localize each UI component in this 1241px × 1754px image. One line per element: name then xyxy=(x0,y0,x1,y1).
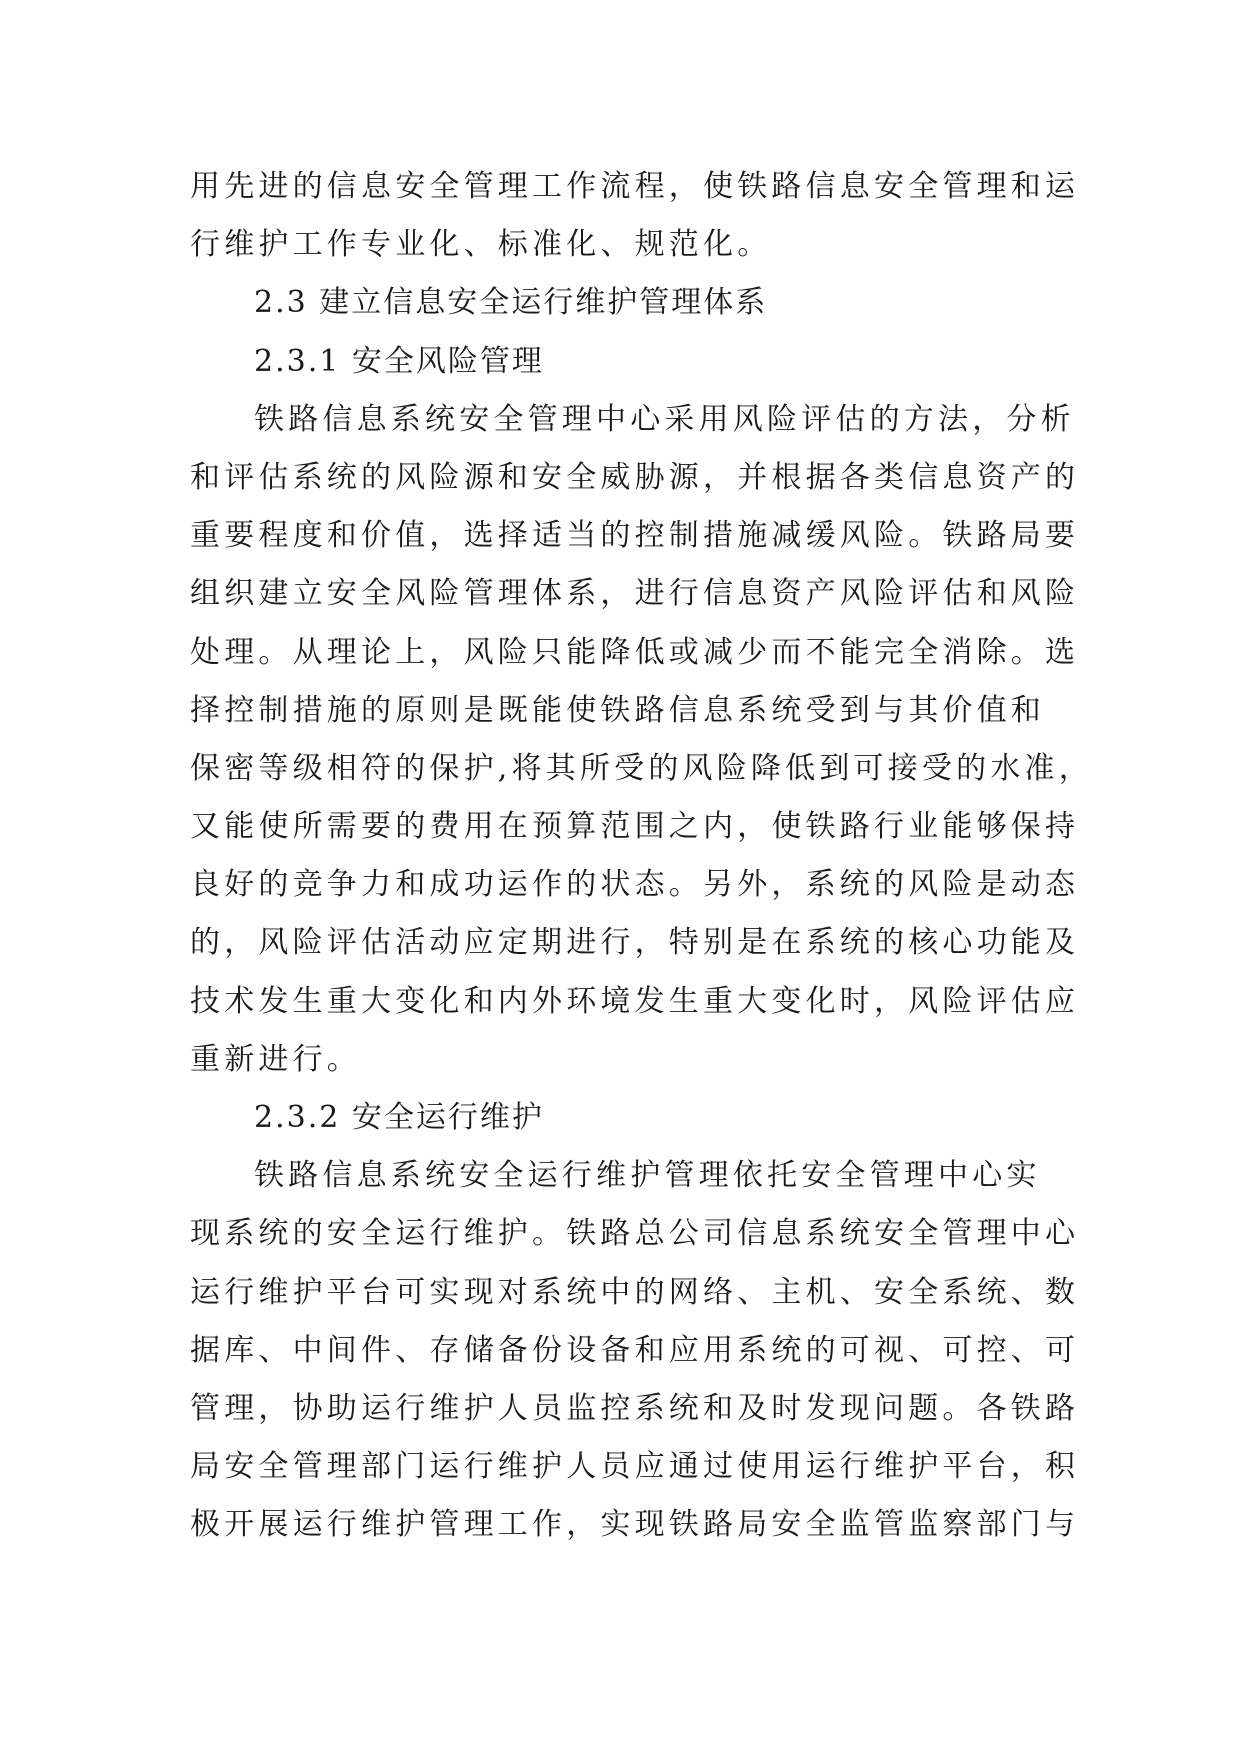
text-line: 重要程度和价值，选择适当的控制措施减缓风险。铁路局要 xyxy=(190,518,1080,554)
text-line: 处理。从理论上，风险只能降低或减少而不能完全消除。选 xyxy=(190,634,1080,670)
text-line: 又能使所需要的费用在预算范围之内，使铁路行业能够保持 xyxy=(190,809,1080,845)
text-line: 重新进行。 xyxy=(190,1041,361,1077)
section-heading: 2.3 建立信息安全运行维护管理体系 xyxy=(254,285,768,321)
subsection-heading: 2.3.1 安全风险管理 xyxy=(254,343,544,379)
text-line: 的，风险评估活动应定期进行，特别是在系统的核心功能及 xyxy=(190,925,1080,961)
text-line: 据库、中间件、存储备份设备和应用系统的可视、可控、可 xyxy=(190,1332,1080,1368)
text-line: 择控制措施的原则是既能使铁路信息系统受到与其价值和 xyxy=(190,692,1045,728)
paragraph-first-line: 铁路信息系统安全管理中心采用风险评估的方法，分析 xyxy=(254,401,1075,437)
text-line: 局安全管理部门运行维护人员应通过使用运行维护平台，积 xyxy=(190,1449,1080,1485)
text-line: 良好的竞争力和成功运作的状态。另外，系统的风险是动态 xyxy=(190,867,1080,903)
text-line: 行维护工作专业化、标准化、规范化。 xyxy=(190,227,772,263)
text-line: 保密等级相符的保护,将其所受的风险降低到可接受的水准， xyxy=(190,750,1093,786)
text-line: 运行维护平台可实现对系统中的网络、主机、安全系统、数 xyxy=(190,1274,1080,1310)
text-line: 组织建立安全风险管理体系，进行信息资产风险评估和风险 xyxy=(190,576,1080,612)
body-text xyxy=(190,158,1093,1555)
text-line: 管理，协助运行维护人员监控系统和及时发现问题。各铁路 xyxy=(190,1390,1080,1426)
text-line: 极开展运行维护管理工作，实现铁路局安全监管监察部门与 xyxy=(190,1507,1080,1543)
text-line: 和评估系统的风险源和安全威胁源，并根据各类信息资产的 xyxy=(190,459,1080,495)
text-line: 技术发生重大变化和内外环境发生重大变化时，风险评估应 xyxy=(190,983,1080,1019)
subsection-heading: 2.3.2 安全运行维护 xyxy=(254,1100,544,1135)
paragraph-first-line: 铁路信息系统安全运行维护管理依托安全管理中心实 xyxy=(254,1158,1041,1194)
text-line: 用先进的信息安全管理工作流程，使铁路信息安全管理和运 xyxy=(190,169,1080,204)
text-line: 现系统的安全运行维护。铁路总公司信息系统安全管理中心 xyxy=(190,1216,1080,1252)
